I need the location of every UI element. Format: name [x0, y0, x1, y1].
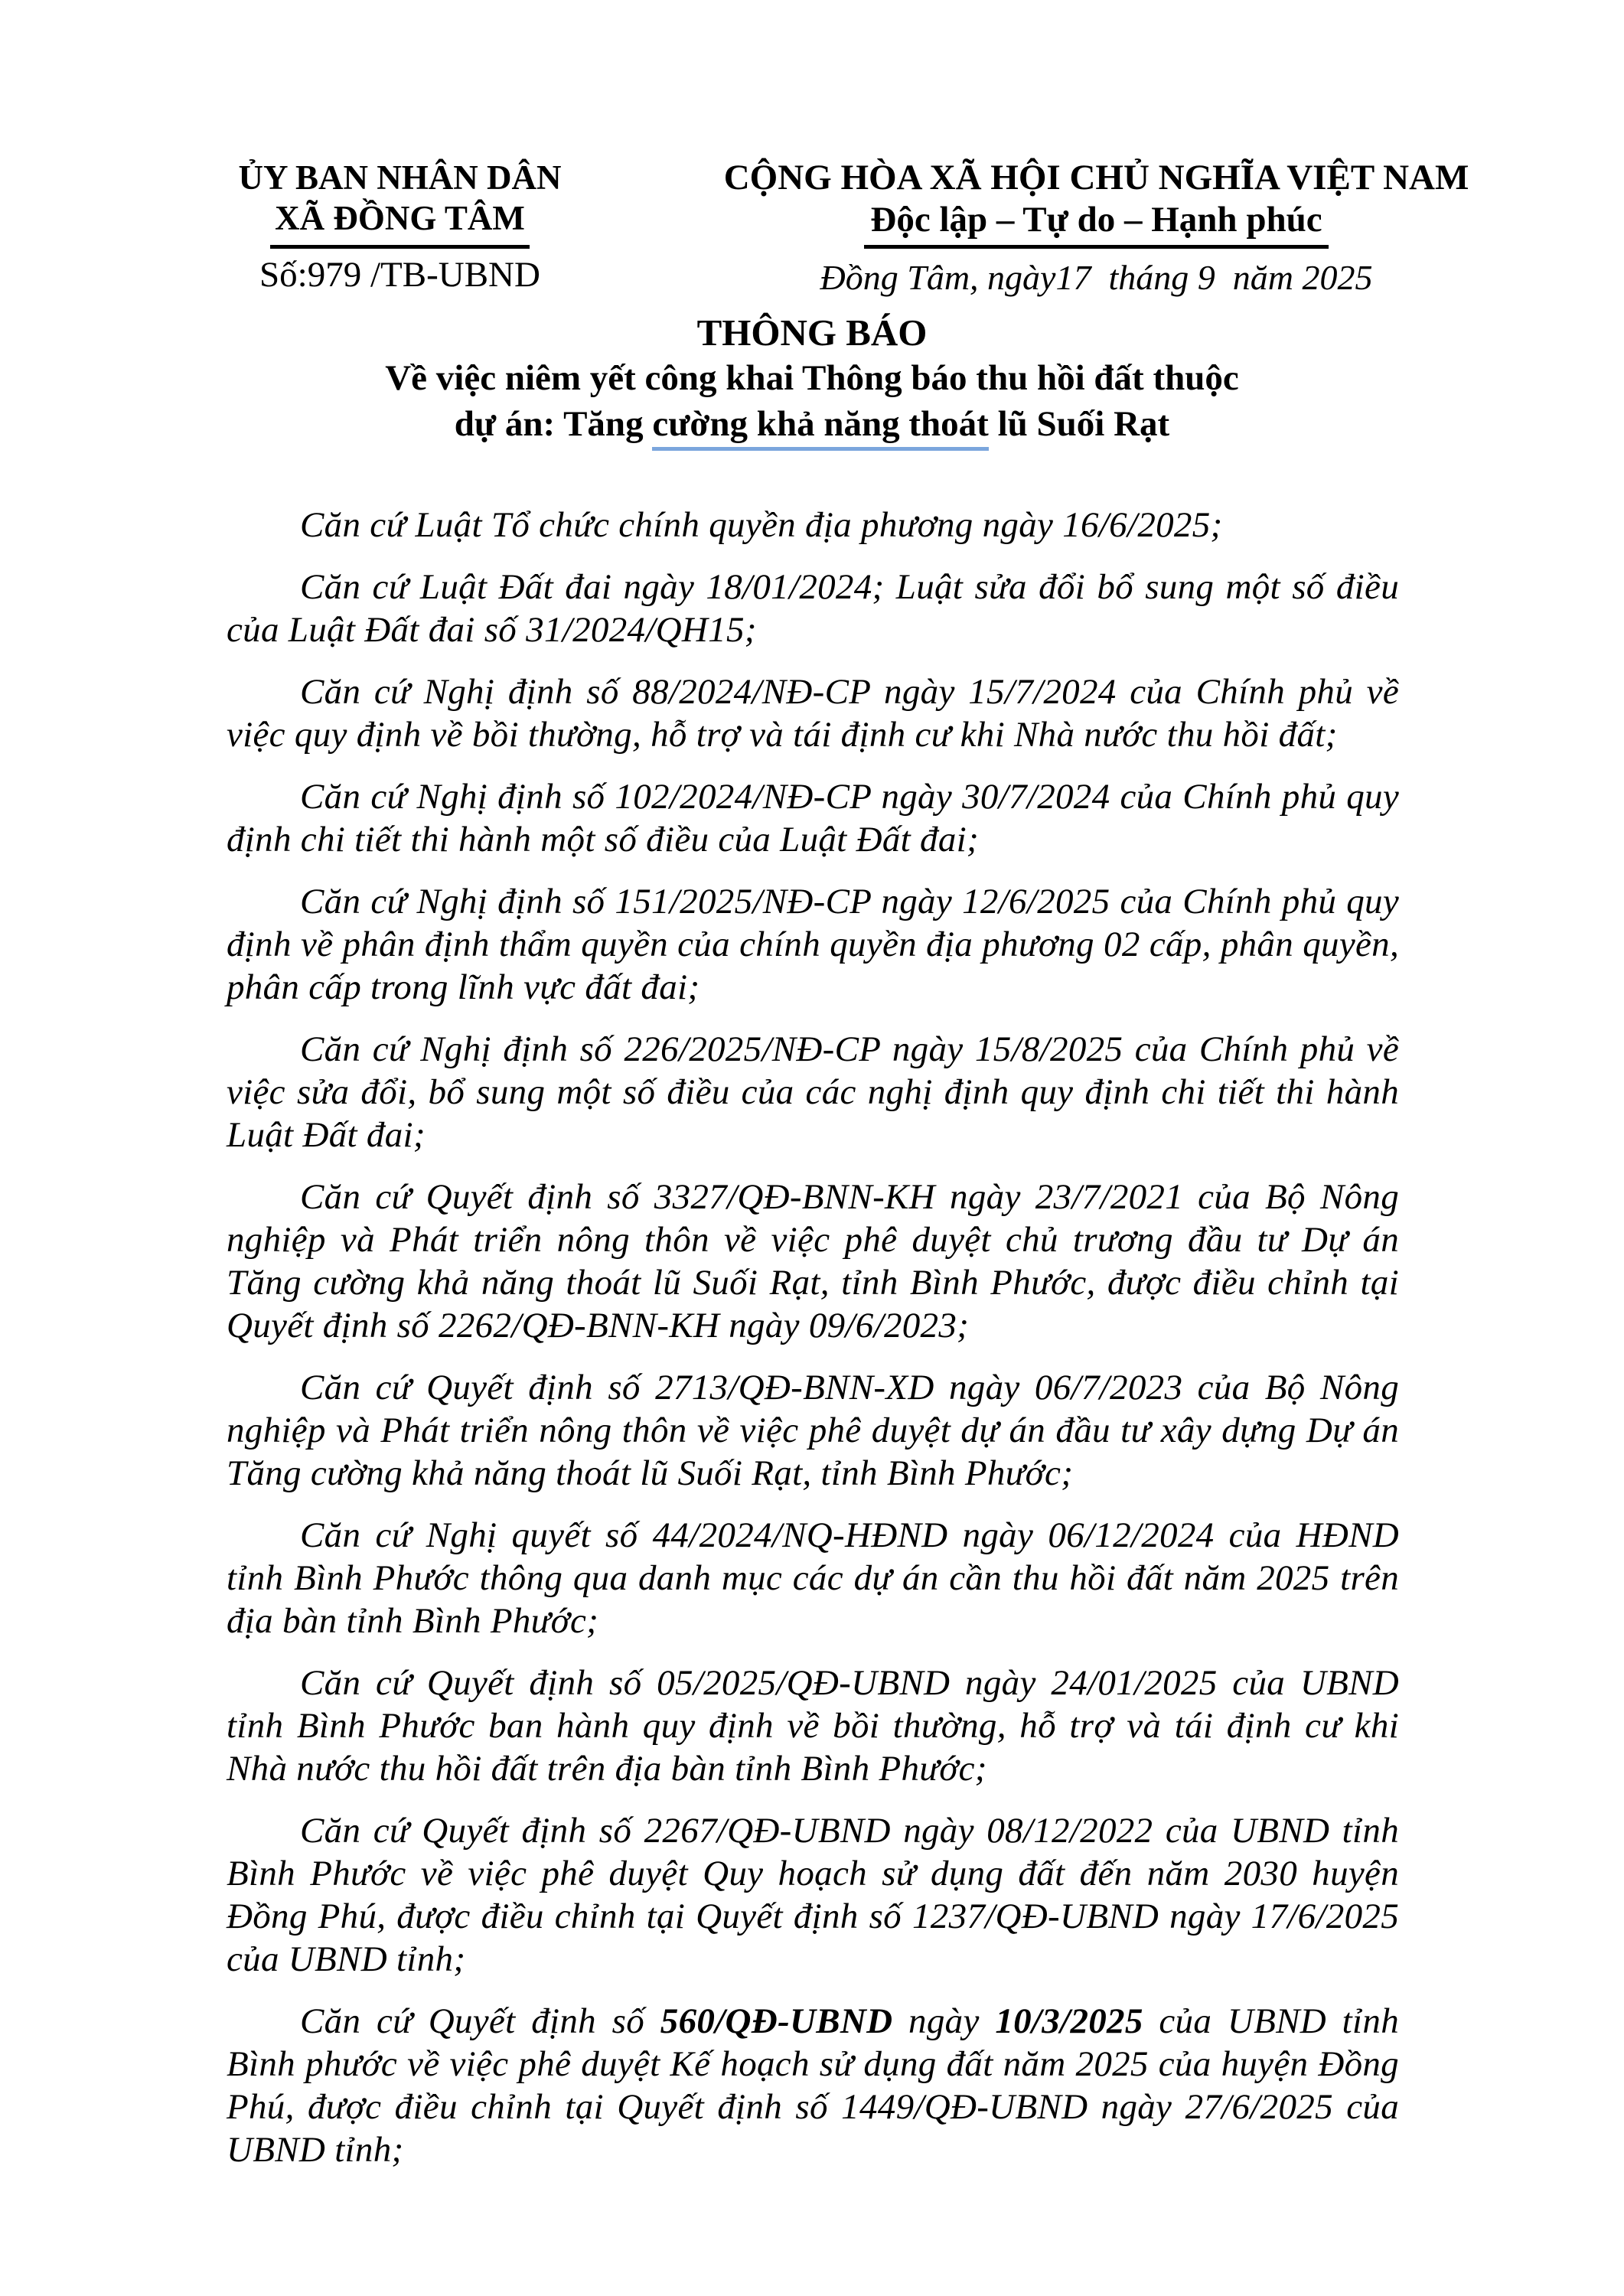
national-motto-wrap: [708, 198, 1485, 249]
document-subject-line1: Về việc niêm yết công khai Thông báo thu hồi đất thuộc: [385, 358, 1239, 398]
national-header-block: [708, 157, 1485, 298]
body-paragraph: [227, 1662, 1399, 1790]
subject-line2-suffix: lũ Suối Rạt: [988, 404, 1170, 444]
national-motto: Độc lập – Tự do – Hạnh phúc: [864, 200, 1328, 249]
paragraph-run-bold: 10/3/2025: [995, 2001, 1143, 2041]
paragraph-run: Căn cứ Luật Đất đai ngày 18/01/2024; Luật sửa đổi bổ sung một số điều của Luật Đất đai số 31/2024/QH15;: [227, 567, 1399, 650]
issuing-authority-parent: ỦY BAN NHÂN DÂN: [238, 158, 562, 197]
body-paragraph: [227, 1176, 1399, 1347]
paragraph-run: Căn cứ Quyết định số 05/2025/QĐ-UBND ngày 24/01/2025 của UBND tỉnh Bình Phước ban hành quy định về bồi thường, hỗ trợ và tái định cư khi Nhà nước thu hồi đất trên địa bàn tỉnh Bình Phước;: [227, 1663, 1399, 1789]
body-paragraph: [227, 2000, 1399, 2171]
body-paragraph: [227, 566, 1399, 651]
paragraph-run: Căn cứ Quyết định số 2713/QĐ-BNN-XD ngày 06/7/2023 của Bộ Nông nghiệp và Phát triển nông thôn về việc phê duyệt dự án đầu tư xây dựng Dự án Tăng cường khả năng thoát lũ Suối Rạt, tỉnh Bình Phước;: [227, 1368, 1399, 1493]
paragraph-run: Căn cứ Nghị định số 151/2025/NĐ-CP ngày 12/6/2025 của Chính phủ quy định về phân định thẩm quyền của chính quyền địa phương 02 cấp, phân quyền, phân cấp trong lĩnh vực đất đai;: [227, 882, 1399, 1007]
paragraph-run: ngày: [892, 2001, 996, 2041]
paragraph-run: Căn cứ Nghị định số 88/2024/NĐ-CP ngày 15/7/2024 của Chính phủ về việc quy định về bồi thường, hỗ trợ và tái định cư khi Nhà nước thu hồi đất;: [227, 672, 1399, 755]
document-subject-line2: [0, 401, 1624, 451]
document-number: Số:979 /TB-UBND: [259, 255, 540, 295]
paragraph-run: Căn cứ Nghị quyết số 44/2024/NQ-HĐND ngày 06/12/2024 của HĐND tỉnh Bình Phước thông qua danh mục các dự án cần thu hồi đất năm 2025 trên địa bàn tỉnh Bình Phước;: [227, 1515, 1399, 1641]
issuing-authority-name-wrap: [222, 198, 578, 249]
document-type-title: THÔNG BÁO: [696, 311, 928, 354]
body-paragraph: [227, 1514, 1399, 1642]
national-title: CỘNG HÒA XÃ HỘI CHỦ NGHĨA VIỆT NAM: [723, 158, 1469, 197]
body-paragraph: [227, 775, 1399, 861]
paragraph-run: Căn cứ Quyết định số 3327/QĐ-BNN-KH ngày 23/7/2021 của Bộ Nông nghiệp và Phát triển nông thôn về việc phê duyệt chủ trương đầu tư Dự án Tăng cường khả năng thoát lũ Suối Rạt, tỉnh Bình Phước, được điều chỉnh tại Quyết định số 2262/QĐ-BNN-KH ngày 09/6/2023;: [227, 1177, 1399, 1345]
paragraph-run: của UBND tỉnh Bình phước về việc phê duyệt Kế hoạch sử dụng đất năm 2025 của huyện Đồng Phú, được điều chỉnh tại Quyết định số 1449/QĐ-UBND ngày 27/6/2025 của UBND tỉnh;: [227, 2001, 1399, 2170]
paragraph-run: Căn cứ Nghị định số 102/2024/NĐ-CP ngày 30/7/2024 của Chính phủ quy định chi tiết thi hành một số điều của Luật Đất đai;: [227, 777, 1399, 859]
body-paragraph: [227, 1028, 1399, 1156]
body-paragraph: [227, 504, 1399, 546]
issuing-authority-name: XÃ ĐỒNG TÂM: [270, 198, 530, 249]
paragraph-run: Căn cứ Luật Tổ chức chính quyền địa phương ngày 16/6/2025;: [300, 505, 1223, 545]
document-title-block: [0, 311, 1624, 451]
paragraph-run: Căn cứ Quyết định số: [300, 2001, 660, 2041]
body-paragraph: [227, 1809, 1399, 1981]
body-paragraph: [227, 1366, 1399, 1495]
body-paragraphs: [227, 504, 1399, 2190]
body-paragraph: [227, 880, 1399, 1009]
subject-underlined: cường khả năng thoát: [652, 405, 988, 451]
paragraph-run: Căn cứ Nghị định số 226/2025/NĐ-CP ngày 15/8/2025 của Chính phủ về việc sửa đổi, bổ sung một số điều của các nghị định quy định chi tiết thi hành Luật Đất đai;: [227, 1029, 1399, 1155]
body-paragraph: [227, 670, 1399, 756]
paragraph-run-bold: 560/QĐ-UBND: [660, 2001, 893, 2041]
paragraph-run: Căn cứ Quyết định số 2267/QĐ-UBND ngày 08/12/2022 của UBND tỉnh Bình Phước về việc phê duyệt Quy hoạch sử dụng đất đến năm 2030 huyện Đồng Phú, được điều chỉnh tại Quyết định số 1237/QĐ-UBND ngày 17/6/2025 của UBND tỉnh;: [227, 1811, 1399, 1979]
subject-line2-prefix: dự án: Tăng: [454, 404, 653, 444]
place-and-date: Đồng Tâm, ngày17 tháng 9 năm 2025: [820, 258, 1373, 297]
issuing-authority-block: [222, 157, 578, 295]
